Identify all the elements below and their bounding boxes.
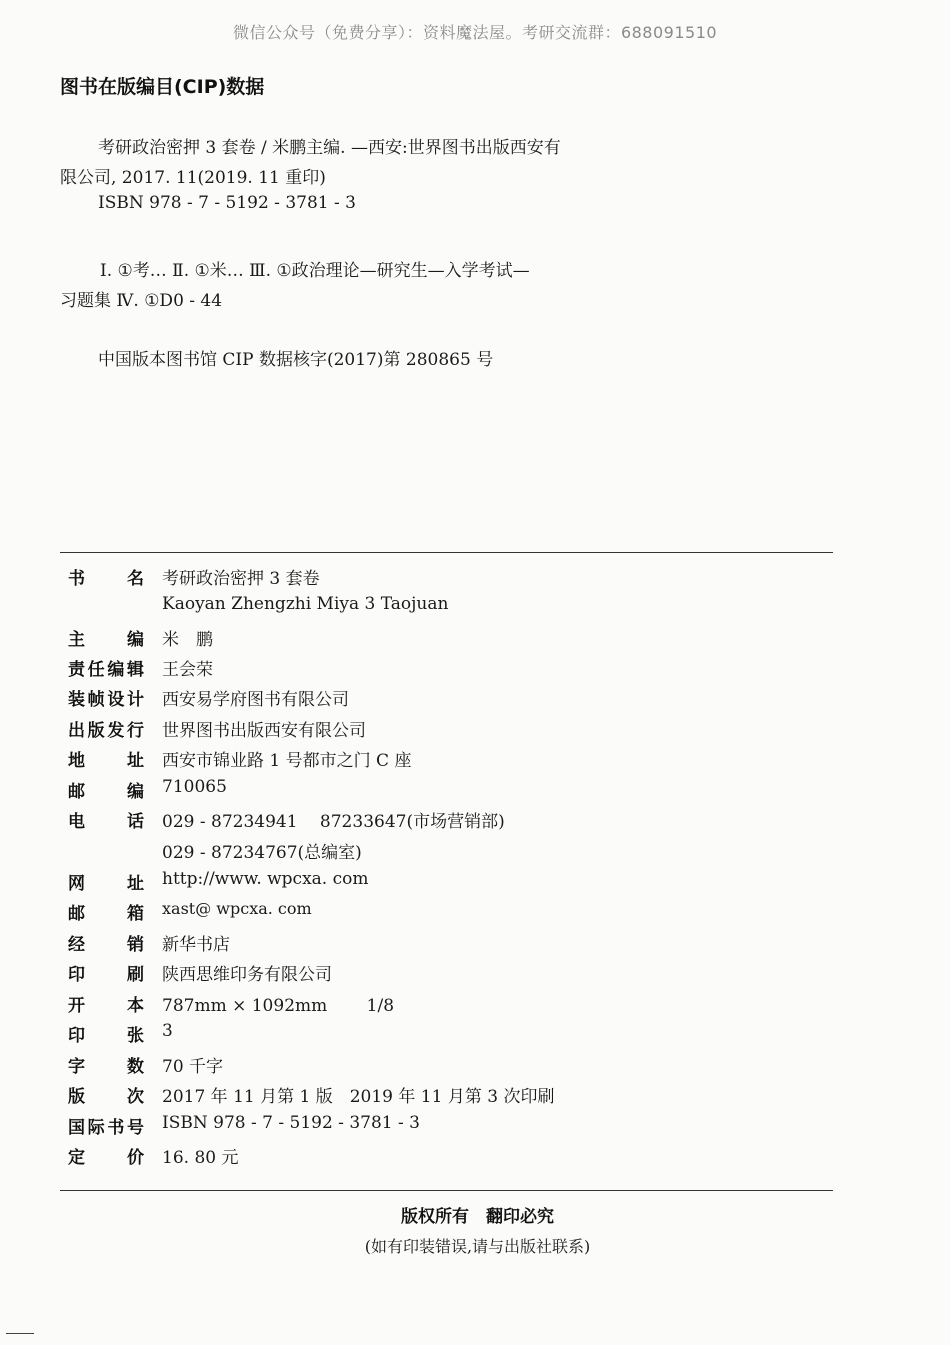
info-value: 787mm × 1092mm 1/8 — [162, 996, 395, 1016]
bottom-divider — [60, 1190, 833, 1191]
info-value: 米 鹏 — [162, 630, 213, 650]
copyright-notice: 版权所有 翻印必究 — [401, 1207, 554, 1227]
info-label: 网 址 — [68, 874, 144, 894]
info-value: 029 - 87234767(总编室) — [162, 843, 362, 863]
page-corner-mark — [6, 1333, 34, 1334]
info-value: 王会荣 — [162, 660, 213, 680]
info-label: 地 址 — [68, 751, 144, 771]
info-value: 考研政治密押 3 套卷 — [162, 569, 320, 589]
info-value: 西安易学府图书有限公司 — [162, 690, 349, 710]
info-label: 印 刷 — [68, 965, 144, 985]
info-label: 定 价 — [68, 1148, 144, 1168]
info-label: 开 本 — [68, 996, 144, 1016]
info-value: 西安市锦业路 1 号都市之门 C 座 — [162, 751, 412, 771]
info-label: 书 名 — [68, 569, 144, 589]
info-label: 电 话 — [68, 812, 144, 832]
info-label: 国际书号 — [68, 1118, 144, 1138]
info-value: 16. 80 元 — [162, 1148, 239, 1168]
info-label: 邮 箱 — [68, 904, 144, 924]
info-value: Kaoyan Zhengzhi Miya 3 Taojuan — [162, 594, 449, 614]
info-label: 邮 编 — [68, 782, 144, 802]
info-value: 新华书店 — [162, 935, 230, 955]
info-label: 主 编 — [68, 630, 144, 650]
info-value: 3 — [162, 1021, 173, 1041]
info-value: http://www. wpcxa. com — [162, 869, 369, 889]
watermark-text: 微信公众号（免费分享）：资料魔法屋。考研交流群：688091510 — [232, 23, 718, 42]
cip-line-4: Ⅰ. ①考… Ⅱ. ①米… Ⅲ. ①政治理论—研究生—入学考试— — [100, 261, 530, 281]
info-value: 710065 — [162, 777, 227, 797]
cip-line-3: ISBN 978 - 7 - 5192 - 3781 - 3 — [98, 193, 356, 213]
info-value: 陕西思维印务有限公司 — [162, 965, 332, 985]
info-label: 责任编辑 — [68, 660, 144, 680]
info-value: 70 千字 — [162, 1057, 224, 1077]
top-divider — [60, 552, 833, 553]
info-value: 029 - 87234941 87233647(市场营销部) — [162, 812, 505, 832]
cip-line-2: 限公司, 2017. 11(2019. 11 重印) — [60, 168, 326, 188]
info-value: ISBN 978 - 7 - 5192 - 3781 - 3 — [162, 1113, 420, 1133]
cip-line-5: 习题集 Ⅳ. ①D0 - 44 — [60, 291, 223, 311]
info-label: 出版发行 — [68, 721, 144, 741]
info-value: xast@ wpcxa. com — [162, 899, 312, 918]
cip-title: 图书在版编目(CIP)数据 — [60, 76, 265, 98]
info-label: 印 张 — [68, 1026, 144, 1046]
info-label: 版 次 — [68, 1087, 144, 1107]
cip-line-6: 中国版本图书馆 CIP 数据核字(2017)第 280865 号 — [98, 350, 494, 370]
info-label: 经 销 — [68, 935, 144, 955]
contact-note: (如有印装错误,请与出版社联系) — [364, 1237, 591, 1256]
info-value: 世界图书出版西安有限公司 — [162, 721, 366, 741]
info-label: 装帧设计 — [68, 690, 144, 710]
info-label: 字 数 — [68, 1057, 144, 1077]
cip-line-1: 考研政治密押 3 套卷 / 米鹏主编. —西安:世界图书出版西安有 — [98, 138, 561, 158]
info-value: 2017 年 11 月第 1 版 2019 年 11 月第 3 次印刷 — [162, 1087, 555, 1107]
